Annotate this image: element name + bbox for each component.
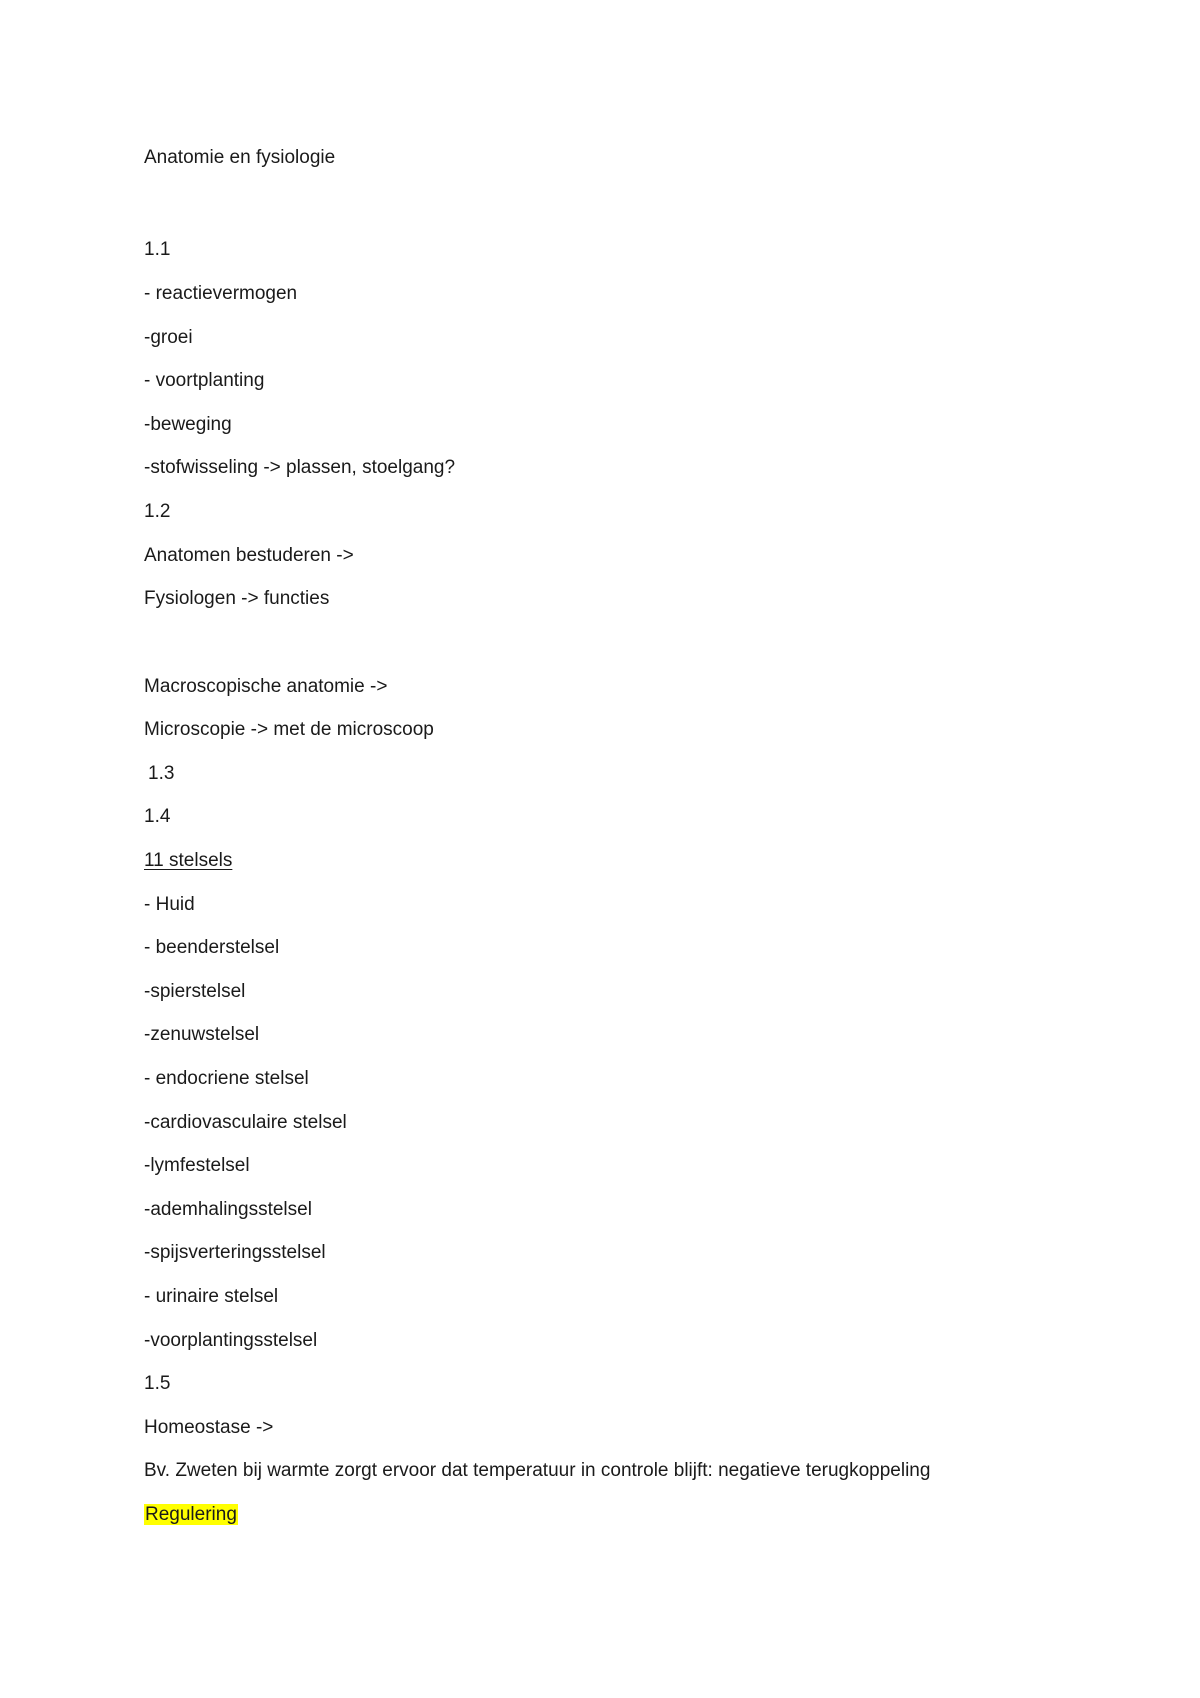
list-item: -voorplantingsstelsel bbox=[144, 1330, 318, 1351]
list-item: - urinaire stelsel bbox=[144, 1286, 279, 1307]
text-line: Fysiologen -> functies bbox=[144, 588, 330, 609]
text-line: Anatomen bestuderen -> bbox=[144, 545, 354, 566]
highlighted-text-container bbox=[144, 1502, 238, 1528]
list-item: -spierstelsel bbox=[144, 981, 246, 1002]
list-item: -stofwisseling -> plassen, stoelgang? bbox=[144, 457, 456, 478]
underlined-subheading: 11 stelsels bbox=[144, 850, 233, 871]
list-item: - voortplanting bbox=[144, 370, 265, 391]
list-item: -ademhalingsstelsel bbox=[144, 1199, 312, 1220]
list-item: -zenuwstelsel bbox=[144, 1024, 260, 1045]
list-item: - Huid bbox=[144, 894, 195, 915]
section-heading-1-5: 1.5 bbox=[144, 1373, 171, 1394]
section-heading-1-4: 1.4 bbox=[144, 806, 171, 827]
highlighted-text: Regulering bbox=[145, 1504, 237, 1525]
list-item: -cardiovasculaire stelsel bbox=[144, 1112, 347, 1133]
document-title: Anatomie en fysiologie bbox=[144, 147, 336, 168]
section-heading-1-2: 1.2 bbox=[144, 501, 171, 522]
list-item: -beweging bbox=[144, 414, 232, 435]
list-item: - reactievermogen bbox=[144, 283, 298, 304]
section-heading-1-1: 1.1 bbox=[144, 239, 171, 260]
text-line: Bv. Zweten bij warmte zorgt ervoor dat temperatuur in controle blijft: negatieve terugkoppeling bbox=[144, 1460, 931, 1481]
text-line: Macroscopische anatomie -> bbox=[144, 676, 388, 697]
section-heading-1-3: 1.3 bbox=[148, 763, 175, 784]
list-item: -spijsverteringsstelsel bbox=[144, 1242, 326, 1263]
text-line: Microscopie -> met de microscoop bbox=[144, 719, 434, 740]
list-item: - beenderstelsel bbox=[144, 937, 280, 958]
list-item: -lymfestelsel bbox=[144, 1155, 250, 1176]
text-line: Homeostase -> bbox=[144, 1417, 274, 1438]
list-item: -groei bbox=[144, 327, 193, 348]
list-item: - endocriene stelsel bbox=[144, 1068, 309, 1089]
